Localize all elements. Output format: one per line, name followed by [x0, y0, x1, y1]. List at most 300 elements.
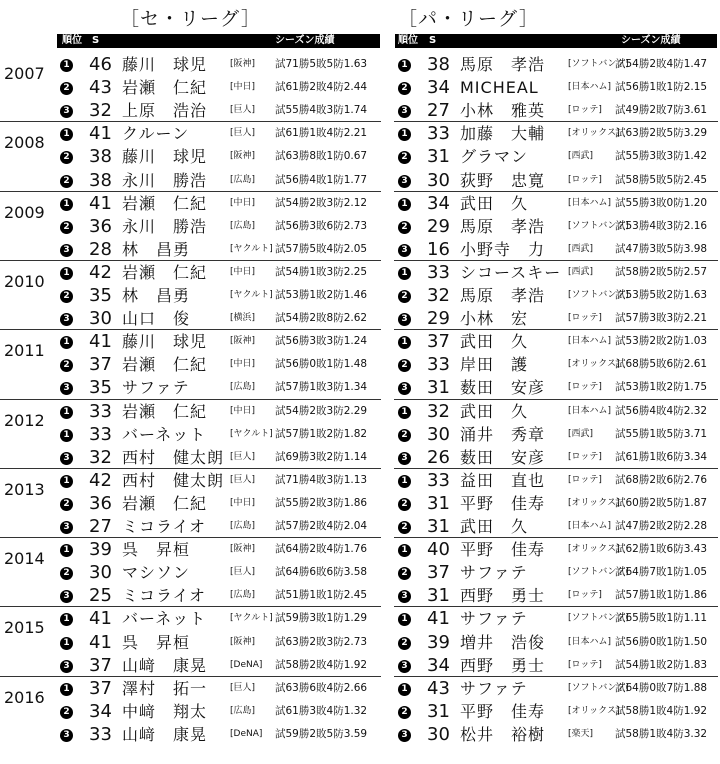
team-name: [巨人] [230, 567, 256, 578]
pitcher-name: 平野 佳寿 [460, 540, 546, 560]
rank-badge: 1 [60, 198, 73, 211]
pacific-ranking-row [396, 238, 717, 261]
rank-badge: 3 [398, 175, 411, 188]
saves-count: 33 [427, 469, 450, 491]
team-name: [オリックス] [568, 544, 620, 555]
season-record: 試56勝0敗1防1.50 [615, 635, 708, 648]
rank-badge: 2 [398, 567, 411, 580]
team-name: [巨人] [230, 682, 256, 693]
saves-count: 43 [89, 77, 112, 99]
season-record: 試51勝1敗1防2.45 [275, 589, 368, 602]
season-record: 試55勝1敗5防3.71 [615, 427, 708, 440]
team-name: [ロッテ] [568, 590, 602, 601]
season-record: 試62勝1敗6防3.43 [615, 543, 708, 556]
team-name: [日本ハム] [568, 636, 612, 647]
season-record: 試53勝2敗2防1.03 [615, 335, 708, 348]
team-name: [西武] [568, 428, 594, 439]
saves-count: 26 [427, 446, 450, 468]
rank-badge: 1 [398, 406, 411, 419]
team-name: [巨人] [230, 451, 256, 462]
saves-count: 37 [89, 354, 112, 376]
pitcher-name: 西野 勇士 [460, 655, 546, 675]
rank-badge: 1 [398, 544, 411, 557]
pitcher-name: 西村 健太朗 [122, 447, 225, 467]
season-year: 2011 [4, 341, 45, 361]
pacific-ranking-row [396, 492, 717, 515]
season-year: 2010 [4, 271, 45, 291]
season-record: 試58勝5敗5防2.45 [615, 173, 708, 186]
rank-badge: 3 [398, 660, 411, 673]
team-name: [日本ハム] [568, 405, 612, 416]
central-ranking-row [60, 238, 380, 261]
season-record: 試65勝5敗1防1.11 [615, 612, 708, 625]
saves-count: 28 [89, 238, 112, 260]
rank-badge: 2 [398, 359, 411, 372]
team-name: [中日] [230, 82, 256, 93]
season-record: 試57勝2敗4防2.04 [275, 520, 368, 532]
rank-badge: 1 [60, 544, 73, 557]
rank-badge: 1 [60, 637, 73, 650]
rank-badge: 1 [60, 406, 73, 419]
season-year: 2007 [4, 64, 45, 83]
team-name: [横浜] [230, 313, 256, 324]
pacific-ranking-row [396, 192, 717, 215]
pitcher-name: ミコライオ [122, 517, 207, 536]
season-record: 試55勝4敗3防1.74 [275, 104, 368, 117]
rank-badge: 1 [398, 683, 411, 696]
team-name: [日本ハム] [568, 82, 612, 93]
rank-badge: 2 [398, 521, 411, 534]
pitcher-name: MICHEAL [460, 78, 539, 98]
team-name: [中日] [230, 405, 256, 416]
central-ranking-row [60, 677, 380, 700]
rank-badge: 1 [60, 429, 73, 442]
season-record: 試59勝3敗1防1.29 [275, 612, 368, 625]
saves-count: 32 [427, 285, 450, 306]
pitcher-name: 馬原 孝浩 [460, 286, 546, 305]
saves-count: 31 [427, 516, 450, 537]
rank-badge: 1 [60, 336, 73, 349]
pacific-ranking-row [396, 423, 717, 446]
pacific-ranking-row [396, 654, 717, 677]
season-record: 試53勝1敗2防1.46 [275, 289, 368, 301]
rank-badge: 3 [398, 590, 411, 603]
central-ranking-row [60, 723, 380, 746]
central-ranking-row [60, 538, 380, 561]
saves-count: 36 [89, 215, 112, 237]
saves-column-label: S [429, 35, 437, 46]
pitcher-name: 山﨑 康晃 [122, 724, 208, 744]
team-name: [ヤクルト] [230, 428, 273, 439]
team-name: [中日] [230, 266, 256, 277]
season-record: 試71勝5敗5防1.63 [275, 58, 368, 70]
season-record: 試49勝2敗7防3.61 [615, 104, 708, 117]
rank-badge: 1 [60, 683, 73, 696]
rank-badge: 3 [60, 244, 73, 257]
season-year: 2014 [4, 549, 45, 569]
team-name: [中日] [230, 497, 256, 508]
saves-count: 31 [427, 700, 450, 722]
pitcher-name: 藤川 球児 [122, 147, 208, 167]
saves-count: 27 [89, 516, 112, 537]
saves-count: 42 [89, 261, 112, 283]
saves-count: 40 [427, 539, 450, 561]
rank-badge: 2 [398, 151, 411, 164]
pitcher-name: 藤川 球児 [122, 332, 208, 352]
rank-badge: 2 [60, 82, 73, 95]
pacific-ranking-row [396, 122, 717, 145]
season-record: 試47勝2敗2防2.28 [615, 520, 708, 532]
pitcher-name: 薮田 安彦 [460, 447, 546, 467]
season-record: 試57勝1敗3防1.34 [275, 381, 368, 394]
team-name: [日本ハム] [568, 197, 612, 208]
central-ranking-row [60, 122, 380, 145]
pitcher-name: 岩瀬 仁紀 [122, 78, 208, 98]
rank-badge: 2 [60, 567, 73, 580]
team-name: [ソフトバンク] [568, 290, 629, 300]
team-name: [広島] [230, 521, 256, 531]
season-record: 試61勝3敗4防1.32 [275, 704, 368, 717]
team-name: [巨人] [230, 474, 256, 485]
rank-badge: 1 [398, 613, 411, 626]
central-ranking-row [60, 192, 380, 215]
team-name: [ロッテ] [568, 313, 602, 324]
team-name: [ソフトバンク] [568, 567, 629, 578]
team-name: [広島] [230, 705, 256, 716]
season-record: 試56勝4敗4防2.32 [615, 404, 708, 417]
team-name: [阪神] [230, 336, 256, 347]
season-record: 試63勝8敗1防0.67 [275, 150, 368, 163]
pitcher-name: 呉 昇桓 [122, 632, 191, 652]
team-name: [ロッテ] [568, 474, 602, 485]
saves-count: 33 [427, 354, 450, 376]
season-record: 試55勝3敗0防1.20 [615, 196, 708, 209]
season-record: 試58勝2敗5防2.57 [615, 265, 708, 278]
team-name: [巨人] [230, 105, 256, 116]
rank-column-label: 順位 [398, 35, 418, 46]
rank-badge: 3 [60, 660, 73, 673]
season-record: 試57勝5敗4防2.05 [275, 242, 368, 255]
record-column-label: シーズン成績 [275, 35, 335, 46]
pacific-ranking-row [396, 446, 717, 469]
saves-count: 39 [89, 539, 112, 561]
season-record: 試58勝1敗4防3.32 [615, 727, 708, 740]
pitcher-name: マシソン [122, 563, 191, 583]
pacific-ranking-row [396, 145, 717, 168]
rank-badge: 1 [60, 267, 73, 280]
saves-count: 43 [427, 677, 450, 699]
team-name: [ソフトバンク] [568, 59, 629, 69]
saves-count: 41 [427, 608, 450, 630]
saves-count: 30 [427, 423, 450, 445]
central-ranking-row [60, 330, 380, 353]
rank-badge: 2 [60, 498, 73, 511]
pitcher-name: 武田 久 [460, 332, 529, 352]
central-ranking-row [60, 169, 380, 192]
pitcher-name: 岩瀬 仁紀 [122, 355, 208, 375]
season-record: 試58勝1敗4防1.92 [615, 704, 708, 717]
pacific-ranking-row [396, 353, 717, 376]
team-name: [巨人] [230, 128, 256, 139]
season-record: 試64勝7敗1防1.05 [615, 566, 708, 579]
pitcher-name: 武田 久 [460, 517, 529, 536]
team-name: [日本ハム] [568, 336, 612, 347]
season-record: 試63勝2敗3防2.73 [275, 635, 368, 648]
saves-count: 34 [427, 192, 450, 214]
pacific-ranking-row [396, 584, 717, 607]
pitcher-name: 山﨑 康晃 [122, 655, 208, 675]
team-name: [広島] [230, 590, 256, 601]
pitcher-name: バーネット [122, 609, 207, 629]
saves-count: 37 [89, 677, 112, 699]
team-name: [ソフトバンク] [568, 682, 629, 693]
rank-badge: 3 [398, 452, 411, 465]
pitcher-name: 武田 久 [460, 401, 529, 421]
pacific-ranking-row [396, 261, 717, 284]
central-ranking-row [60, 654, 380, 677]
pitcher-name: 馬原 孝浩 [460, 55, 546, 74]
saves-count: 36 [89, 492, 112, 514]
saves-column-label: S [92, 35, 100, 46]
team-name: [ソフトバンク] [568, 613, 629, 624]
rank-badge: 3 [60, 313, 73, 326]
team-name: [中日] [230, 359, 256, 370]
rank-badge: 3 [60, 105, 73, 118]
pacific-column-header [395, 34, 717, 48]
pitcher-name: 岩瀬 仁紀 [122, 493, 208, 513]
rank-badge: 2 [60, 359, 73, 372]
central-ranking-row [60, 76, 380, 99]
team-name: [日本ハム] [568, 521, 612, 531]
season-record: 試53勝5敗2防1.63 [615, 289, 708, 301]
saves-count: 29 [427, 308, 450, 330]
pitcher-name: 馬原 孝浩 [460, 216, 546, 236]
team-name: [広島] [230, 382, 256, 393]
pacific-ranking-row [396, 169, 717, 192]
saves-count: 33 [427, 123, 450, 145]
pitcher-name: 林 昌勇 [122, 239, 191, 259]
pitcher-name: 岩瀬 仁紀 [122, 193, 208, 213]
season-record: 試53勝4敗3防2.16 [615, 219, 708, 232]
rank-badge: 2 [60, 706, 73, 719]
season-record: 試64勝0敗7防1.88 [615, 681, 708, 694]
season-record: 試54勝2敗8防2.62 [275, 312, 368, 325]
rank-badge: 3 [398, 729, 411, 742]
pitcher-name: 西村 健太朗 [122, 470, 225, 490]
saves-count: 32 [89, 100, 112, 122]
team-name: [阪神] [230, 151, 256, 162]
central-ranking-row [60, 145, 380, 168]
pitcher-name: 小林 雅英 [460, 101, 546, 121]
saves-count: 37 [427, 331, 450, 353]
season-record: 試71勝4敗3防1.13 [275, 473, 368, 486]
saves-count: 34 [89, 700, 112, 722]
team-name: [ロッテ] [568, 451, 602, 462]
saves-count: 33 [89, 423, 112, 445]
pacific-ranking-row [396, 376, 717, 399]
rank-badge: 2 [60, 221, 73, 234]
team-name: [西武] [568, 243, 594, 254]
season-record: 試64勝2敗4防1.76 [275, 543, 368, 556]
pitcher-name: サファテ [122, 378, 190, 398]
season-year: 2016 [4, 687, 45, 707]
season-year: 2013 [4, 479, 45, 499]
team-name: [阪神] [230, 636, 256, 647]
season-record: 試57勝1敗2防1.82 [275, 427, 368, 440]
team-name: [広島] [230, 220, 256, 231]
season-record: 試61勝1敗4防2.21 [275, 127, 368, 140]
pacific-ranking-row [396, 469, 717, 492]
season-record: 試53勝1敗2防1.75 [615, 381, 708, 394]
season-year: 2009 [4, 202, 45, 222]
saves-count: 25 [89, 585, 112, 607]
rank-badge: 3 [398, 382, 411, 395]
pitcher-name: 西野 勇士 [460, 586, 546, 606]
rank-badge: 3 [398, 105, 411, 118]
saves-count: 31 [427, 377, 450, 399]
season-record: 試57勝1敗1防1.86 [615, 589, 708, 602]
season-record: 試56勝1敗1防2.15 [615, 81, 708, 94]
rank-badge: 2 [398, 221, 411, 234]
rank-badge: 1 [398, 59, 411, 72]
saves-count: 41 [89, 608, 112, 630]
pacific-ranking-row [396, 723, 717, 746]
rank-badge: 1 [60, 475, 73, 488]
central-ranking-row [60, 215, 380, 238]
record-column-label: シーズン成績 [621, 35, 681, 46]
pitcher-name: 永川 勝浩 [122, 170, 208, 190]
season-record: 試61勝2敗4防2.44 [275, 81, 368, 94]
saves-count: 41 [89, 331, 112, 353]
saves-count: 41 [89, 123, 112, 145]
season-record: 試54勝2敗3防2.12 [275, 196, 368, 209]
pitcher-name: 加藤 大輔 [460, 124, 546, 144]
pitcher-name: クルーン [122, 124, 190, 144]
saves-count: 41 [89, 192, 112, 214]
pitcher-name: 林 昌勇 [122, 286, 191, 305]
saves-count: 33 [89, 723, 112, 745]
team-name: [オリックス] [568, 705, 620, 716]
team-name: [広島] [230, 174, 256, 185]
rank-badge: 2 [60, 290, 73, 303]
rank-column-label: 順位 [62, 35, 82, 46]
pitcher-name: サファテ [460, 678, 528, 698]
pacific-ranking-row [396, 561, 717, 584]
team-name: [ヤクルト] [230, 290, 273, 300]
saves-count: 38 [427, 54, 450, 75]
saves-count: 32 [89, 446, 112, 468]
pacific-ranking-row [396, 99, 717, 122]
pitcher-name: 益田 直也 [460, 470, 546, 490]
pitcher-name: 松井 裕樹 [460, 724, 546, 744]
pitcher-name: 武田 久 [460, 193, 529, 213]
rank-badge: 2 [60, 151, 73, 164]
saves-count: 30 [89, 308, 112, 330]
rank-badge: 2 [398, 637, 411, 650]
pacific-ranking-row [396, 607, 717, 630]
pitcher-name: 荻野 忠寛 [460, 170, 546, 190]
pitcher-name: 増井 浩俊 [460, 632, 546, 652]
central-ranking-row [60, 492, 380, 515]
team-name: [ヤクルト] [230, 613, 273, 624]
season-year: 2012 [4, 410, 45, 430]
saves-count: 38 [89, 146, 112, 168]
saves-count: 37 [427, 562, 450, 584]
central-ranking-row [60, 515, 380, 538]
pitcher-name: 山口 俊 [122, 309, 191, 329]
saves-count: 39 [427, 631, 450, 653]
pitcher-name: サファテ [460, 563, 528, 583]
season-record: 試55勝3敗3防1.42 [615, 150, 708, 163]
season-record: 試63勝2敗5防3.29 [615, 127, 708, 140]
rank-badge: 3 [60, 521, 73, 534]
team-name: [ロッテ] [568, 382, 602, 393]
saves-count: 35 [89, 377, 112, 399]
season-record: 試57勝3敗3防2.21 [615, 312, 708, 325]
pitcher-name: 呉 昇桓 [122, 540, 191, 560]
saves-count: 27 [427, 100, 450, 122]
rank-badge: 1 [398, 267, 411, 280]
pitcher-name: 澤村 拓一 [122, 678, 208, 698]
team-name: [中日] [230, 197, 256, 208]
rank-badge: 3 [60, 452, 73, 465]
pacific-ranking-row [396, 515, 717, 538]
season-record: 試68勝5敗6防2.61 [615, 358, 708, 371]
saves-count: 32 [427, 400, 450, 422]
central-ranking-row [60, 99, 380, 122]
rank-badge: 3 [398, 244, 411, 257]
saves-count: 29 [427, 215, 450, 237]
season-record: 試56勝0敗1防1.48 [275, 358, 368, 371]
team-name: [ソフトバンク] [568, 220, 629, 231]
pitcher-name: 小林 宏 [460, 309, 529, 329]
pitcher-name: 上原 浩治 [122, 101, 208, 121]
saves-count: 31 [427, 492, 450, 514]
pitcher-name: 涌井 秀章 [460, 424, 546, 444]
season-record: 試56勝3敗3防1.24 [275, 335, 368, 348]
pitcher-name: 薮田 安彦 [460, 378, 546, 398]
central-ranking-row [60, 584, 380, 607]
pacific-ranking-row [396, 307, 717, 330]
central-ranking-row [60, 631, 380, 654]
central-column-header [57, 34, 380, 48]
rank-badge: 2 [398, 498, 411, 511]
saves-count: 35 [89, 285, 112, 306]
pacific-ranking-row [396, 677, 717, 700]
central-ranking-row [60, 53, 380, 76]
season-record: 試63勝6敗4防2.66 [275, 681, 368, 694]
team-name: [オリックス] [568, 497, 620, 508]
central-ranking-row [60, 607, 380, 630]
saves-count: 30 [427, 723, 450, 745]
season-record: 試58勝2敗4防1.92 [275, 658, 368, 671]
saves-count: 30 [89, 562, 112, 584]
rank-badge: 3 [60, 590, 73, 603]
pitcher-name: 岸田 護 [460, 355, 529, 375]
season-record: 試60勝2敗5防1.87 [615, 496, 708, 509]
season-year: 2008 [4, 133, 45, 153]
pacific-ranking-row [396, 53, 717, 76]
central-league-title: ［セ・リーグ］ [120, 8, 261, 30]
team-name: [ロッテ] [568, 659, 602, 670]
central-ranking-row [60, 700, 380, 723]
season-record: 試56勝3敗6防2.73 [275, 219, 368, 232]
pitcher-name: サファテ [460, 609, 528, 629]
rank-badge: 1 [60, 613, 73, 626]
season-year: 2015 [4, 618, 45, 638]
pitcher-name: 中﨑 翔太 [122, 701, 208, 721]
rank-badge: 1 [398, 128, 411, 141]
